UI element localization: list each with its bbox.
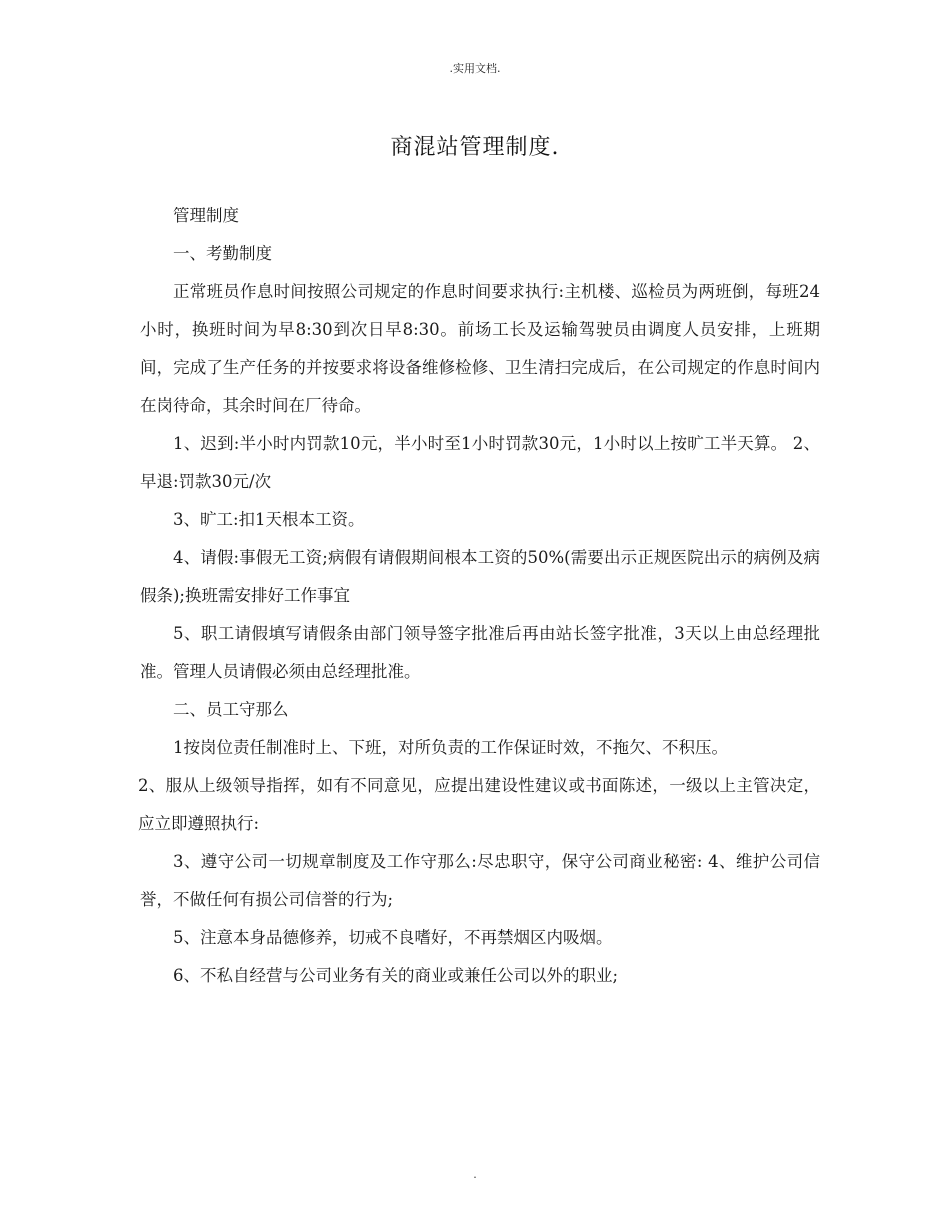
paragraph-rule-1: 1按岗位责任制准时上、下班，对所负责的工作保证时效，不拖欠、不积压。 xyxy=(173,738,728,757)
document-title: 商混站管理制度. xyxy=(390,135,560,160)
header-note: .实用文档. xyxy=(449,62,501,75)
paragraph-rules-heading: 二、员工守那么 xyxy=(173,700,289,719)
document-body xyxy=(140,197,820,995)
paragraph-attendance-heading: 一、考勤制度 xyxy=(173,244,272,263)
paragraph-rule-6: 6、不私自经营与公司业务有关的商业或兼任公司以外的职业; xyxy=(173,966,619,985)
paragraph-rule-2: 2、服从上级领导指挥，如有不同意见，应提出建设性建议或书面陈述，一级以上主管决定，应立即遵照执行: xyxy=(138,776,820,833)
paragraph-leave: 4、请假:事假无工资;病假有请假期间根本工资的50%(需要出示正规医院出示的病例及病假条);换班需安排好工作事宜 xyxy=(140,548,820,605)
paragraph-work-hours: 正常班员作息时间按照公司规定的作息时间要求执行:主机楼、巡检员为两班倒，每班24小时，换班时间为早8:30到次日早8:30。前场工长及运输驾驶员由调度人员安排，上班期间，完成了生产任务的并按要求将设备维修检修、卫生清扫完成后，在公司规定的作息时间内在岗待命，其余时间在厂待命。 xyxy=(140,282,820,415)
paragraph-lateness: 1、迟到:半小时内罚款10元，半小时至1小时罚款30元，1小时以上按旷工半天算。 2、早退:罚款30元/次 xyxy=(140,434,820,491)
paragraph-section-heading: 管理制度 xyxy=(173,206,239,225)
paragraph-leave-approval: 5、职工请假填写请假条由部门领导签字批准后再由站长签字批准，3天以上由总经理批准。管理人员请假必须由总经理批准。 xyxy=(140,624,820,681)
footer-mark: . xyxy=(473,1168,477,1181)
paragraph-absence: 3、旷工:扣1天根本工资。 xyxy=(173,510,365,529)
paragraph-rule-5: 5、注意本身品德修养，切戒不良嗜好，不再禁烟区内吸烟。 xyxy=(173,928,613,947)
paragraph-rule-3-4: 3、遵守公司一切规章制度及工作守那么:尽忠职守，保守公司商业秘密: 4、维护公司信誉，不做任何有损公司信誉的行为; xyxy=(140,852,820,909)
